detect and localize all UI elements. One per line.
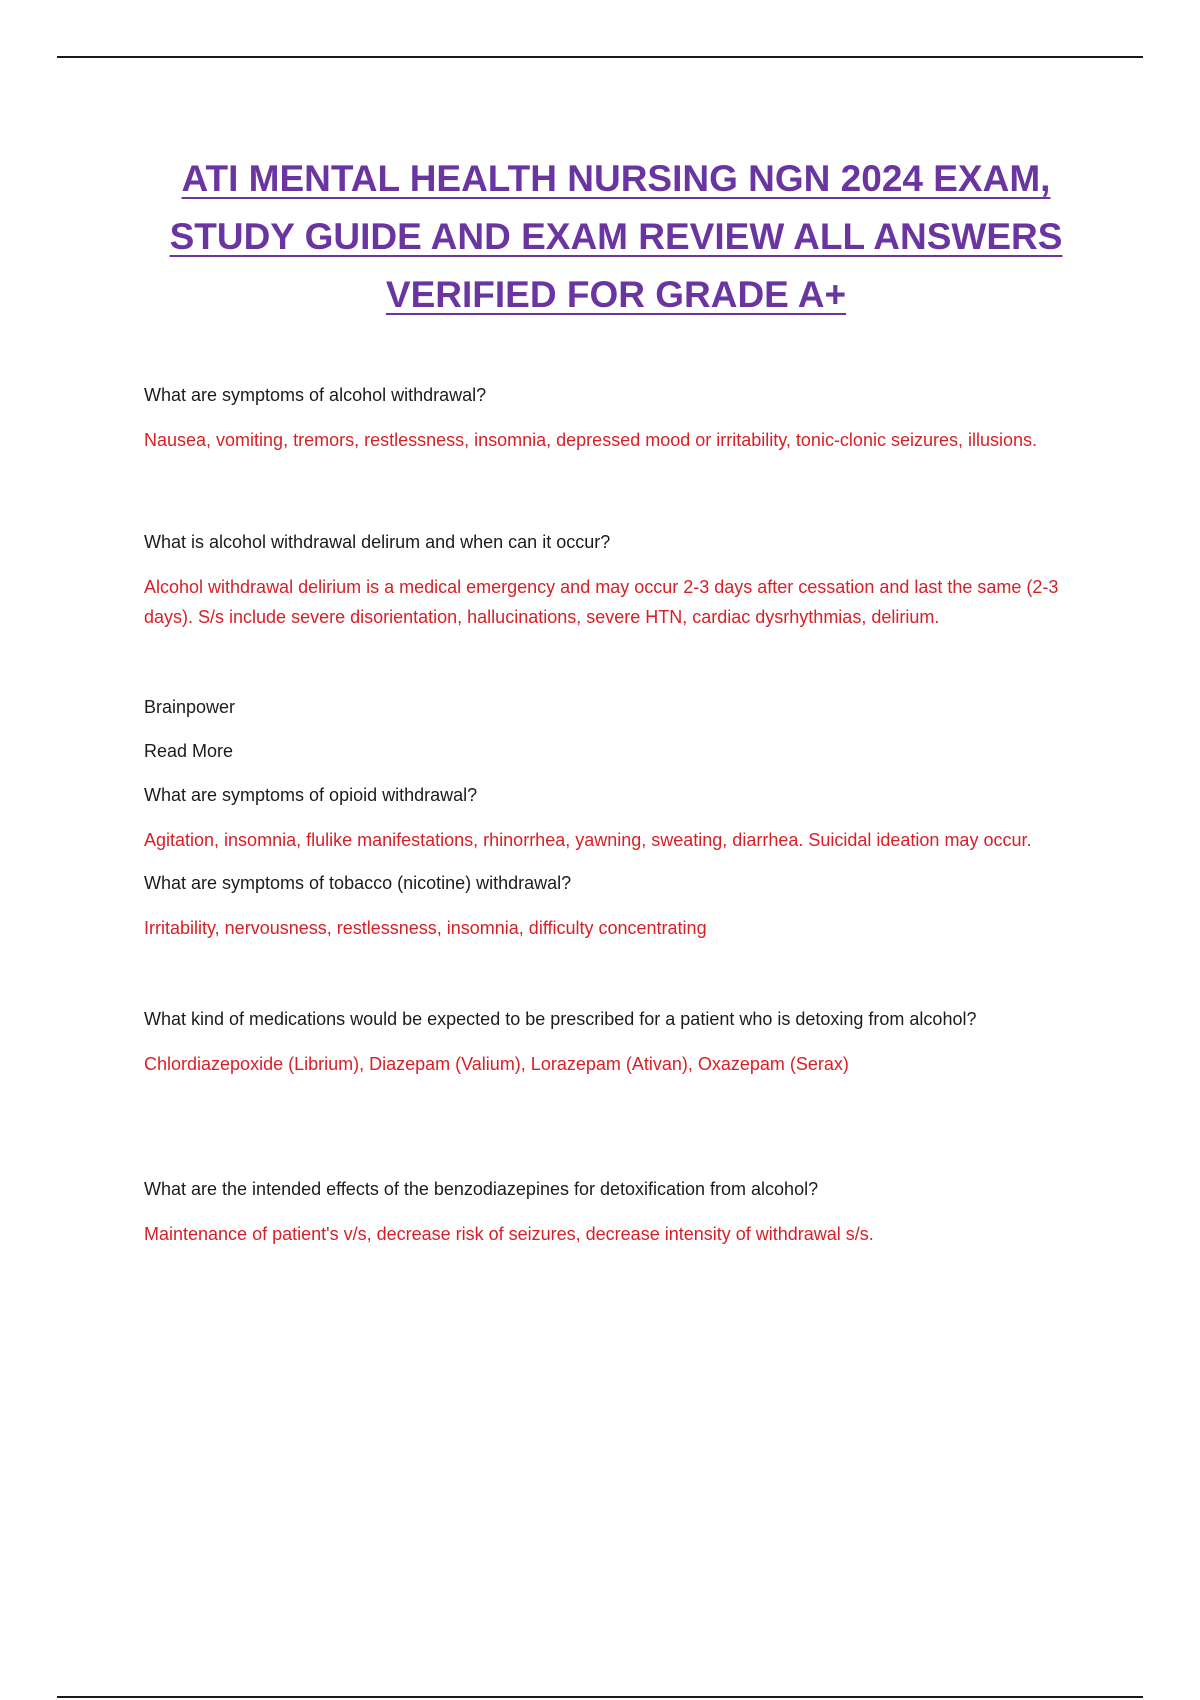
brainpower-label: Brainpower	[144, 697, 236, 717]
bottom-rule	[57, 1696, 1143, 1698]
document-body	[144, 380, 1104, 1249]
question-6: What are the intended effects of the benzodiazepines for detoxification from alcohol?	[144, 1179, 819, 1199]
answer-4: Irritability, nervousness, restlessness, insomnia, difficulty concentrating	[144, 918, 707, 938]
question-2: What is alcohol withdrawal delirum and when can it occur?	[144, 532, 611, 552]
question-1: What are symptoms of alcohol withdrawal?	[144, 385, 487, 405]
answer-1: Nausea, vomiting, tremors, restlessness, insomnia, depressed mood or irritability, tonic-clonic seizures, illusions.	[144, 430, 1038, 450]
question-3: What are symptoms of opioid withdrawal?	[144, 785, 478, 805]
top-rule	[57, 56, 1143, 58]
question-5: What kind of medications would be expected to be prescribed for a patient who is detoxing from alcohol?	[144, 1009, 977, 1029]
title-line-1: ATI MENTAL HEALTH NURSING NGN 2024 EXAM,	[181, 158, 1051, 199]
answer-2: Alcohol withdrawal delirium is a medical emergency and may occur 2-3 days after cessation and last the same (2-3 days). S/s include severe disorientation, hallucinations, severe HTN, cardiac dysrhythmias, delirium.	[144, 577, 1059, 627]
read-more-link[interactable]: Read More	[144, 741, 234, 761]
title-line-2: STUDY GUIDE AND EXAM REVIEW ALL ANSWERS	[169, 216, 1063, 257]
answer-6: Maintenance of patient's v/s, decrease risk of seizures, decrease intensity of withdrawal s/s.	[144, 1224, 874, 1244]
title-line-3: VERIFIED FOR GRADE A+	[385, 274, 847, 315]
document-title	[120, 150, 1112, 324]
question-4: What are symptoms of tobacco (nicotine) withdrawal?	[144, 873, 572, 893]
answer-3: Agitation, insomnia, flulike manifestations, rhinorrhea, yawning, sweating, diarrhea. Suicidal ideation may occur.	[144, 830, 1032, 850]
answer-5: Chlordiazepoxide (Librium), Diazepam (Valium), Lorazepam (Ativan), Oxazepam (Serax)	[144, 1054, 849, 1074]
